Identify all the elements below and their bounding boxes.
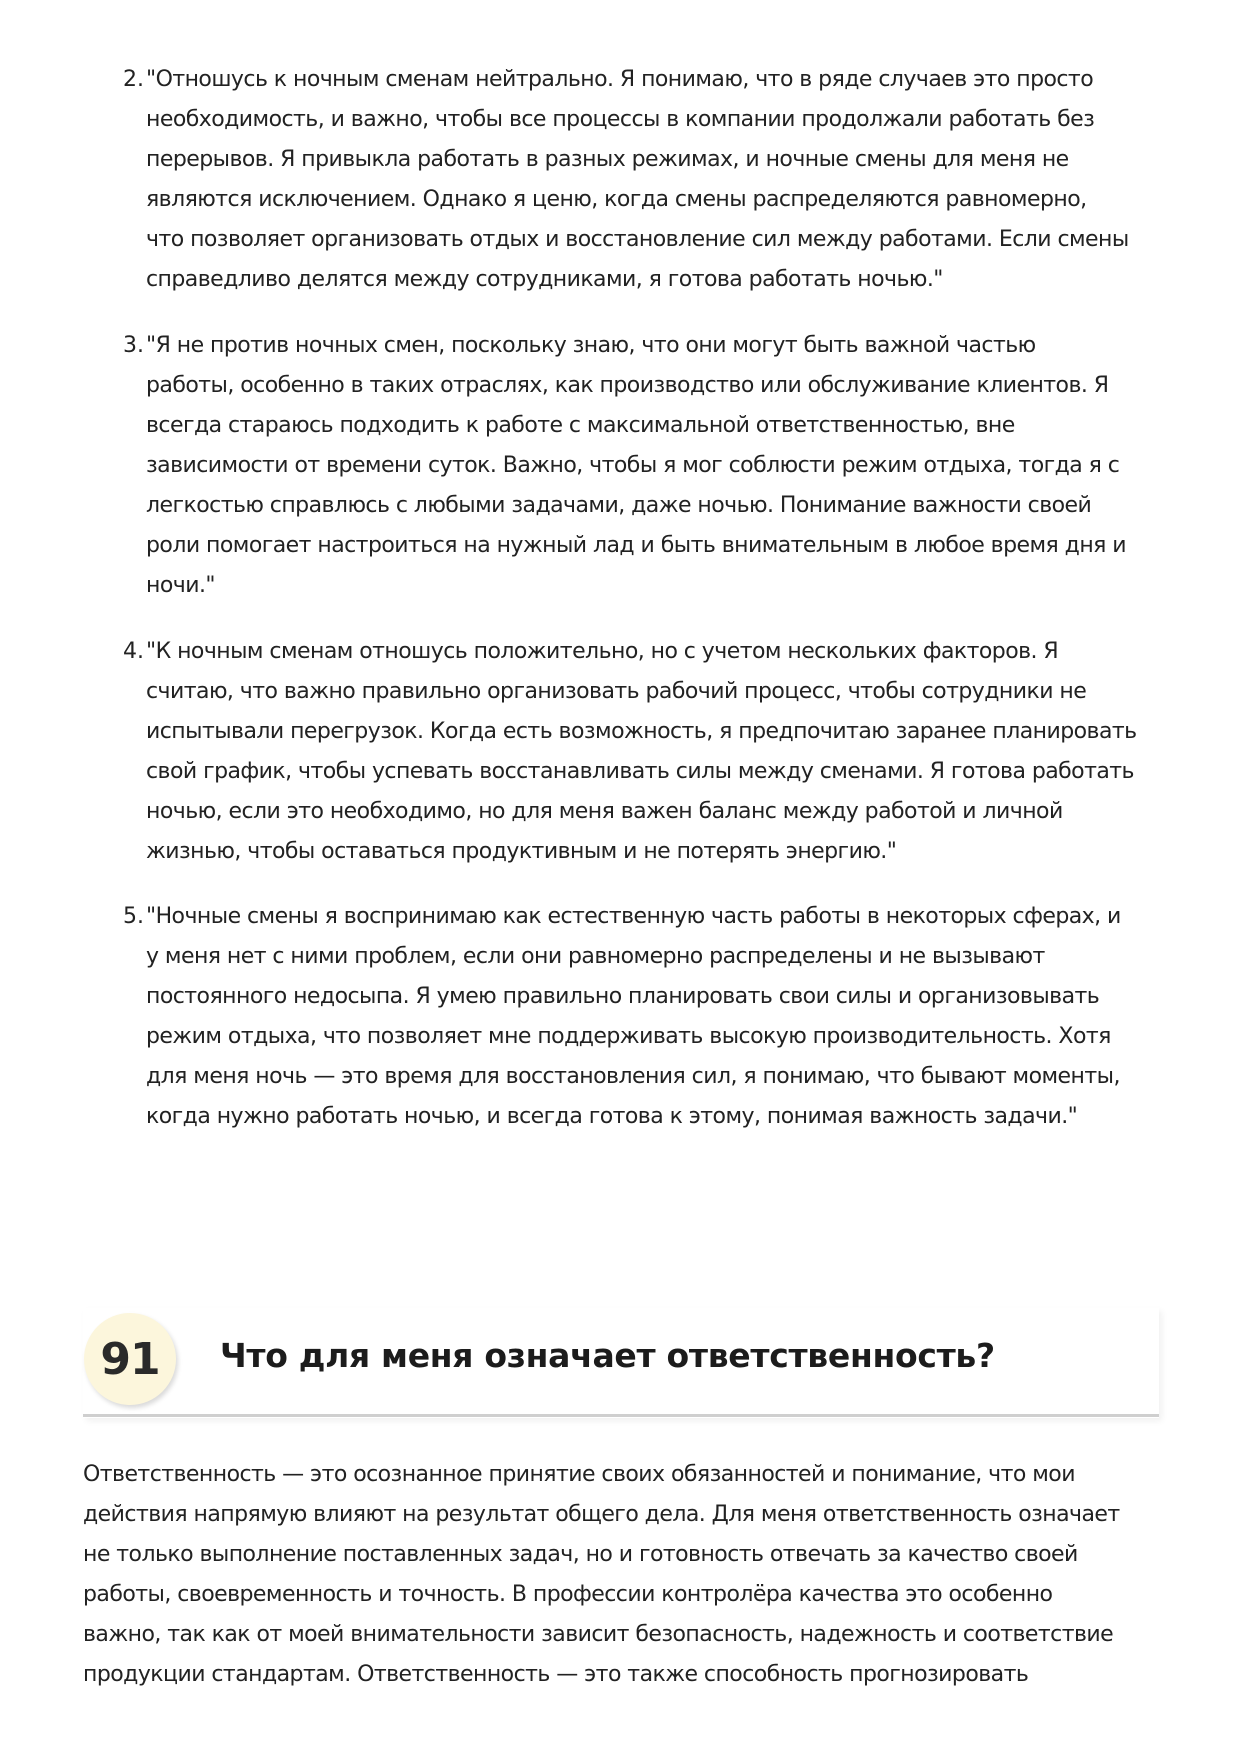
text-line: продукции стандартам. Ответственность — это также способность прогнозировать	[83, 1662, 1029, 1687]
text-line: "Ночные смены я воспринимаю как естественную часть работы в некоторых сферах, и	[146, 904, 1121, 929]
list-item-number: 4.	[123, 639, 144, 664]
section-divider	[83, 1414, 1159, 1417]
text-line: постоянного недосыпа. Я умею правильно планировать свои силы и организовывать	[146, 984, 1100, 1009]
text-line: справедливо делятся между сотрудниками, я готова работать ночью."	[146, 267, 943, 292]
text-line: важно, так как от моей внимательности зависит безопасность, надежность и соответствие	[83, 1622, 1114, 1647]
text-line: считаю, что важно правильно организовать рабочий процесс, чтобы сотрудники не	[146, 679, 1087, 704]
text-line: жизнью, чтобы оставаться продуктивным и не потерять энергию."	[146, 839, 897, 864]
text-line: что позволяет организовать отдых и восстановление сил между работами. Если смены	[146, 227, 1129, 252]
section-title: Что для меня означает ответственность?	[220, 1336, 995, 1375]
text-line: режим отдыха, что позволяет мне поддерживать высокую производительность. Хотя	[146, 1024, 1111, 1049]
text-line: работы, особенно в таких отраслях, как производство или обслуживание клиентов. Я	[146, 373, 1109, 398]
text-line: легкостью справлюсь с любыми задачами, даже ночью. Понимание важности своей	[146, 493, 1092, 518]
list-item-number: 2.	[123, 67, 144, 92]
text-line: перерывов. Я привыкла работать в разных режимах, и ночные смены для меня не	[146, 147, 1069, 172]
list-item-number: 5.	[123, 904, 144, 929]
list-item-number: 3.	[123, 333, 144, 358]
text-line: когда нужно работать ночью, и всегда готова к этому, понимая важность задачи."	[146, 1104, 1078, 1129]
text-line: у меня нет с ними проблем, если они равномерно распределены и не вызывают	[146, 944, 1045, 969]
text-line: действия напрямую влияют на результат общего дела. Для меня ответственность означает	[83, 1502, 1120, 1527]
text-line: свой график, чтобы успевать восстанавливать силы между сменами. Я готова работать	[146, 759, 1134, 784]
text-line: Ответственность — это осознанное принятие своих обязанностей и понимание, что мои	[83, 1462, 1075, 1487]
text-line: не только выполнение поставленных задач, но и готовность отвечать за качество своей	[83, 1542, 1078, 1567]
text-line: "Отношусь к ночным сменам нейтрально. Я понимаю, что в ряде случаев это просто	[146, 67, 1094, 92]
text-line: работы, своевременность и точность. В профессии контролёра качества это особенно	[83, 1582, 1053, 1607]
text-line: роли помогает настроиться на нужный лад и быть внимательным в любое время дня и	[146, 533, 1127, 558]
text-line: необходимость, и важно, чтобы все процессы в компании продолжали работать без	[146, 107, 1095, 132]
text-line: ночи."	[146, 573, 215, 598]
text-line: "Я не против ночных смен, поскольку знаю, что они могут быть важной частью	[146, 333, 1036, 358]
text-line: ночью, если это необходимо, но для меня важен баланс между работой и личной	[146, 799, 1063, 824]
text-line: являются исключением. Однако я ценю, когда смены распределяются равномерно,	[146, 187, 1087, 212]
text-line: "К ночным сменам отношусь положительно, но с учетом нескольких факторов. Я	[146, 639, 1059, 664]
section-number-badge: 91	[84, 1313, 176, 1405]
text-line: для меня ночь — это время для восстановления сил, я понимаю, что бывают моменты,	[146, 1064, 1120, 1089]
text-line: зависимости от времени суток. Важно, чтобы я мог соблюсти режим отдыха, тогда я с	[146, 453, 1120, 478]
text-line: всегда стараюсь подходить к работе с максимальной ответственностью, вне	[146, 413, 1015, 438]
text-line: испытывали перегрузок. Когда есть возможность, я предпочитаю заранее планировать	[146, 719, 1137, 744]
